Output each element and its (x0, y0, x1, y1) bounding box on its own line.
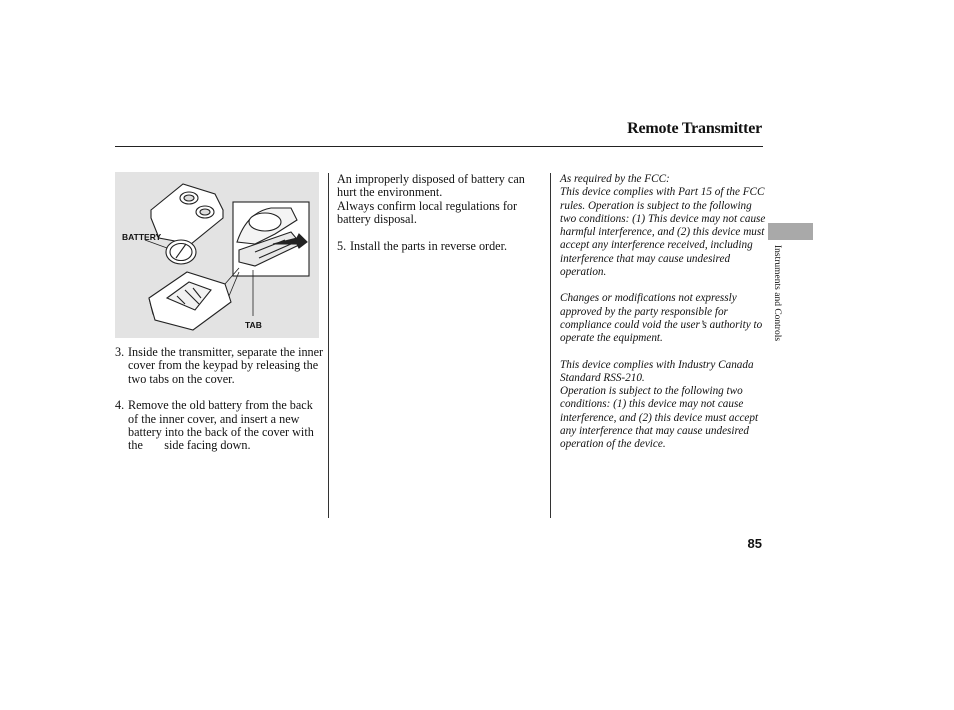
step-4 (115, 399, 325, 453)
step-3-text: Inside the transmitter, separate the inner cover from the keypad by releasing the two tabs on the cover. (128, 345, 324, 386)
page-number: 85 (747, 536, 762, 551)
industry-canada-statement: This device complies with Industry Canada Standard RSS-210. (560, 358, 754, 384)
detail-inset-drawing (233, 202, 309, 276)
section-tab (768, 223, 813, 240)
transmitter-illustration (115, 172, 319, 338)
operation-conditions: Operation is subject to the following two conditions: (1) this device may not cause interference, and (2) this device must accept any interference that may cause undesired operation of the device. (560, 385, 759, 451)
title-rule (115, 146, 763, 147)
fcc-heading: As required by the FCC: (560, 173, 670, 185)
battery-replacement-figure (115, 172, 319, 338)
column-divider-1 (328, 173, 329, 518)
battery-label: BATTERY (122, 232, 162, 242)
section-label: Instruments and Controls (772, 245, 782, 342)
column-2-text (337, 173, 543, 253)
step-5 (337, 240, 543, 253)
step-3 (115, 346, 325, 386)
disposal-regulations: Always confirm local regulations for battery disposal. (337, 198, 518, 227)
step-3-number: 3. (115, 345, 125, 359)
step-5-number: 5. (337, 238, 347, 253)
column-3-text (560, 173, 766, 452)
step-5-text: Install the parts in reverse order. (350, 238, 508, 253)
modifications-statement: Changes or modifications not expressly approved by the party responsible for compliance could void the user’s authority to operate the equipment. (560, 292, 763, 345)
column-divider-2 (550, 173, 551, 518)
battery-drawing (166, 240, 196, 264)
step-4-number: 4. (115, 398, 125, 413)
tab-label: TAB (245, 320, 262, 330)
disposal-warning: An improperly disposed of battery can hurt the environment. (337, 172, 525, 200)
keypad-drawing (151, 184, 223, 244)
inner-cover-drawing (149, 272, 231, 330)
fcc-statement: This device complies with Part 15 of the FCC rules. Operation is subject to the following two conditions: (1) This device may not cause harmful interference, and (2) this device must accept any interference received, including interference that may cause undesired operation. (560, 186, 766, 279)
column-1-text (115, 346, 325, 453)
page-title: Remote Transmitter (627, 120, 762, 137)
step-4-text: Remove the old battery from the back of the inner cover, and insert a new battery into the back of the cover with the side facing down. (128, 398, 314, 453)
